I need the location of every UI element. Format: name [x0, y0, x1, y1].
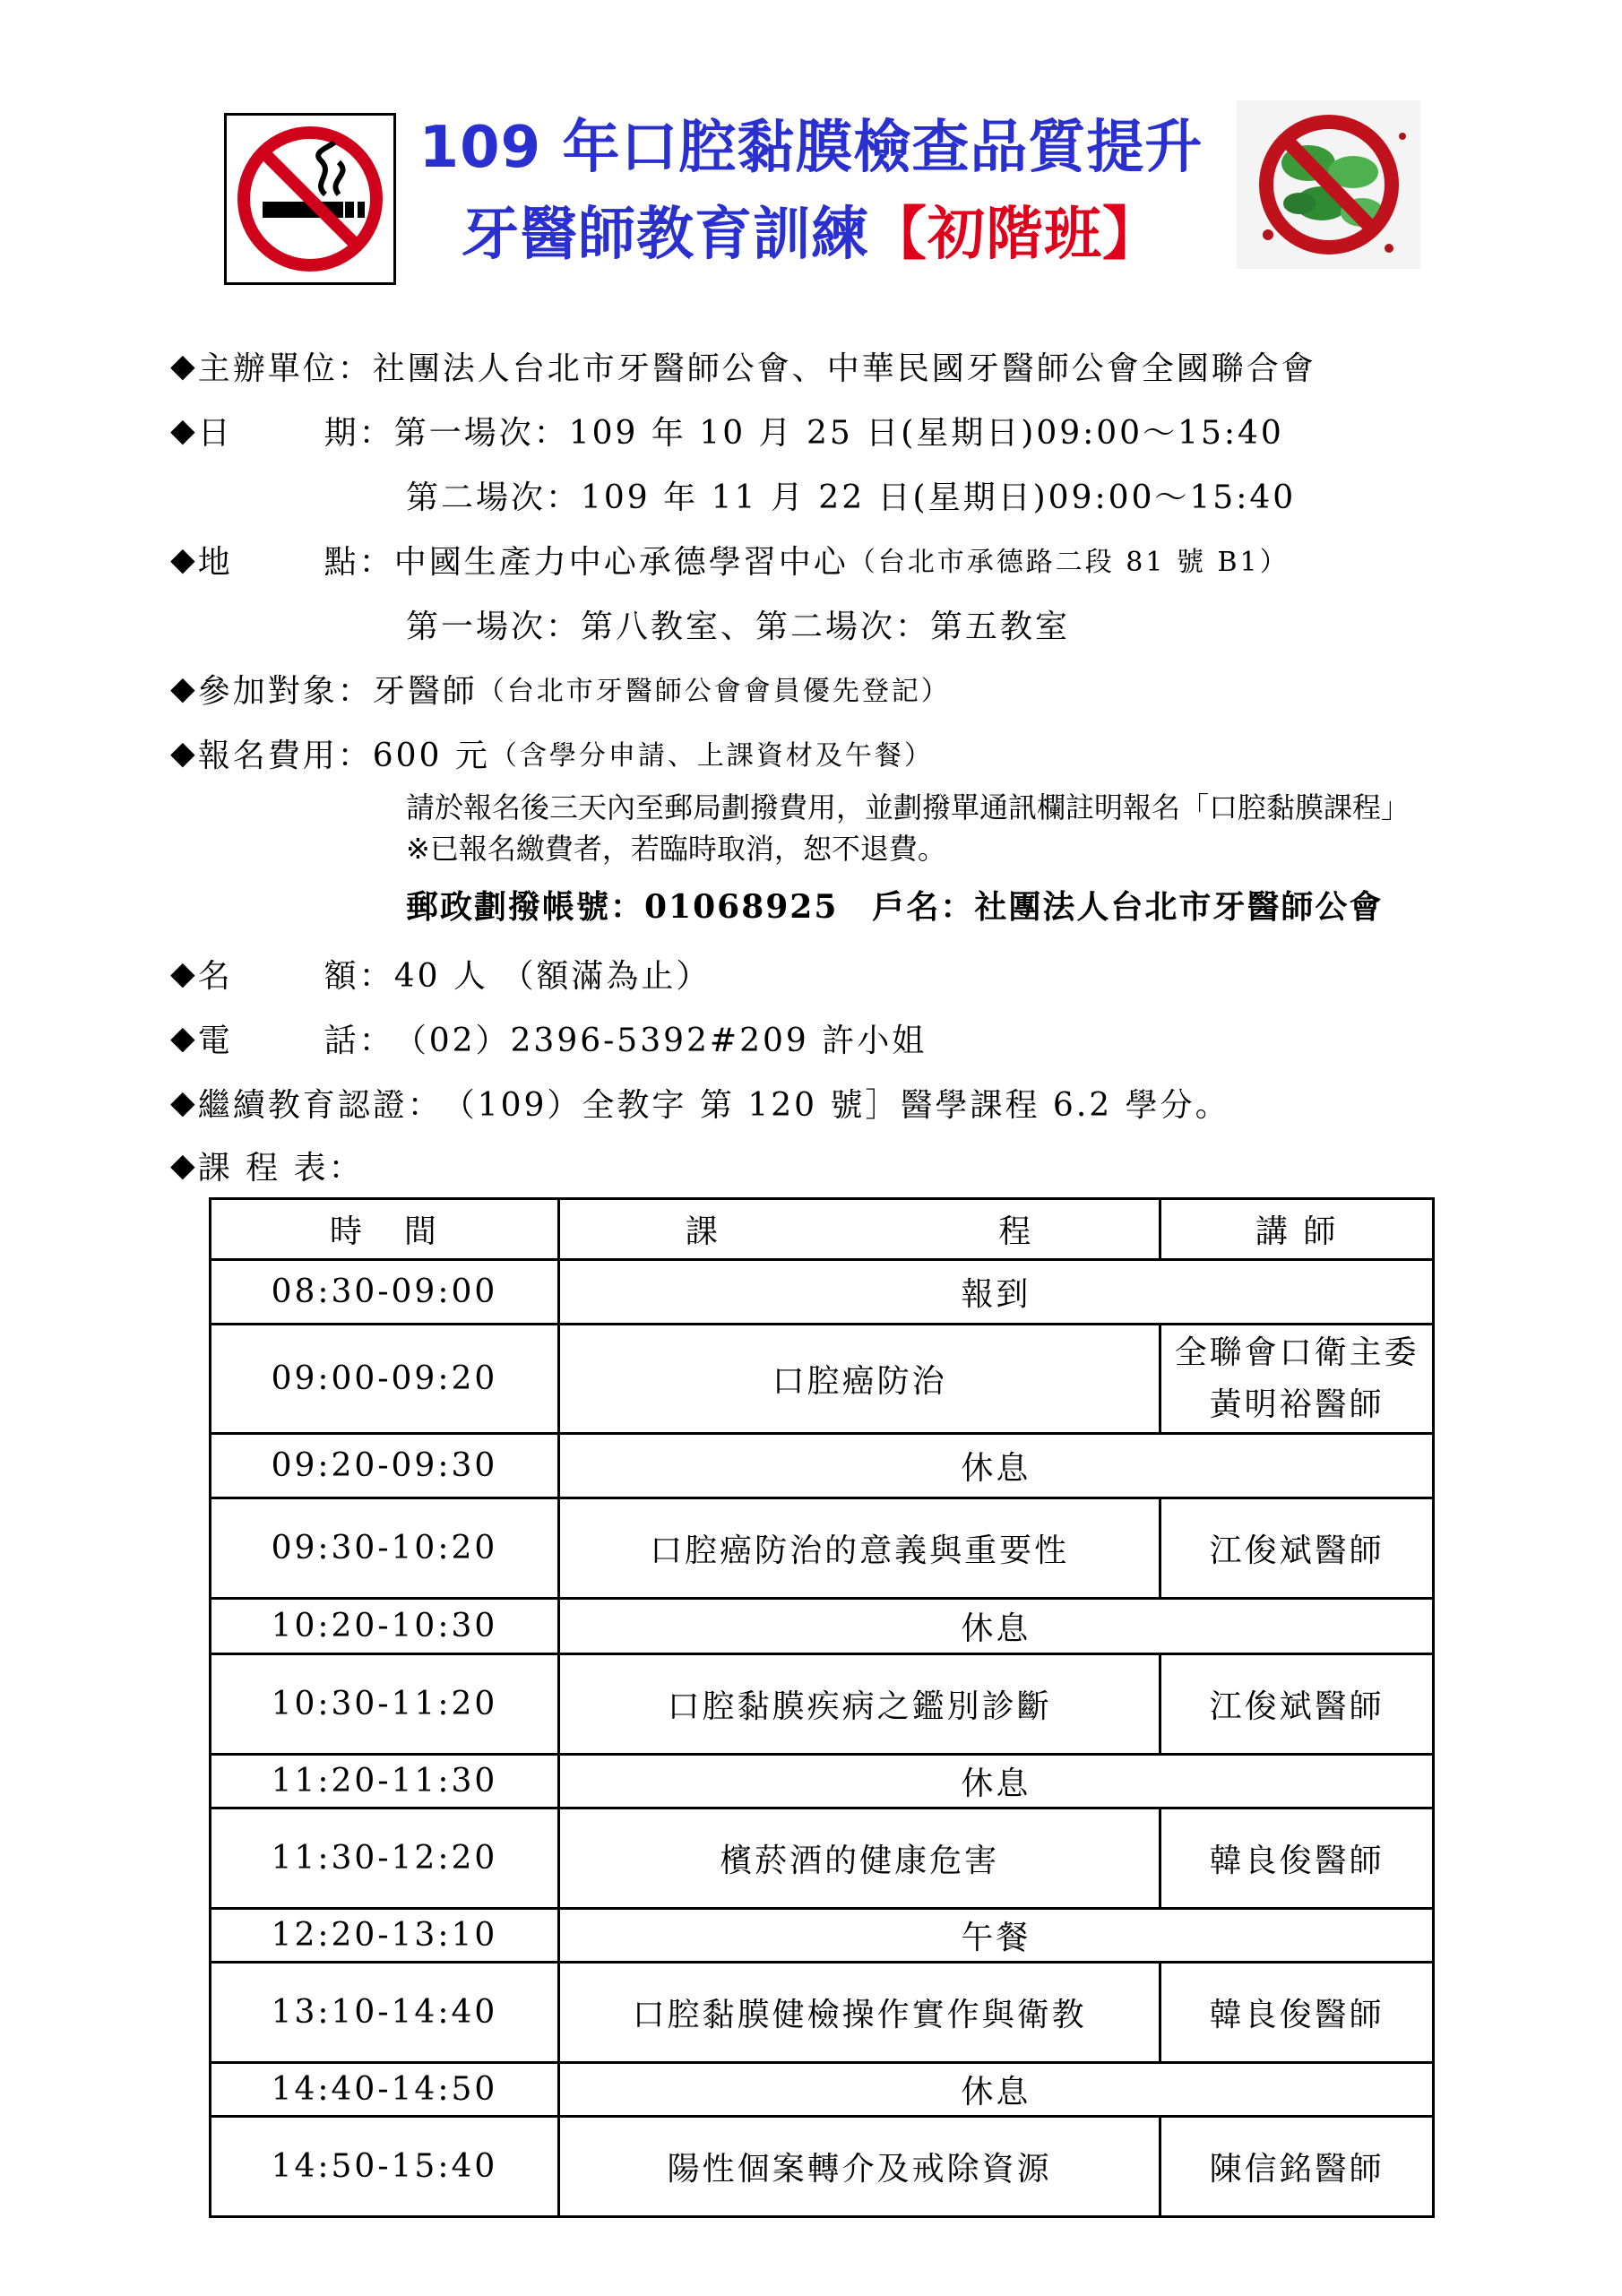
- table-row: [211, 1599, 1434, 1654]
- table-header-row: [211, 1199, 1434, 1260]
- fee-instruction-row: [170, 785, 1532, 826]
- table-row: [211, 1325, 1434, 1434]
- audience-label: 參加對象: [197, 672, 338, 710]
- session-time: 12:20-13:10: [211, 1909, 559, 1963]
- venue-rooms: 第一場次：第八教室、第二場次：第五教室: [406, 608, 1071, 645]
- session-time: 11:30-12:20: [211, 1808, 559, 1909]
- header-time: 時 間: [211, 1199, 559, 1260]
- session-time: 10:30-11:20: [211, 1654, 559, 1755]
- header: [0, 0, 1622, 296]
- ce-row: ◆ 繼續教育認證 ： （109）全教字 第 120 號］醫學課程 6.2 學分。: [170, 1070, 1532, 1135]
- bullet-icon: ◆: [170, 1083, 198, 1121]
- fee-instruction: 請於報名後三天內至郵局劃撥費用，並劃撥單通訊欄註明報名「口腔黏膜課程」: [406, 790, 1411, 824]
- session-course: 休息: [558, 1755, 1433, 1808]
- bullet-icon: ◆: [170, 669, 198, 707]
- quota-row: ◆ 名 額 ： 40 人 （額滿為止）: [170, 941, 1532, 1006]
- session-speaker: 江俊斌醫師: [1160, 1654, 1434, 1755]
- session-time: 13:10-14:40: [211, 1963, 559, 2063]
- quota-label: 名 額: [197, 957, 359, 995]
- fee-refund: ※已報名繳費者，若臨時取消，恕不退費。: [406, 832, 946, 866]
- venue-label: 地 點: [197, 543, 359, 581]
- table-row: [211, 2117, 1434, 2217]
- page-title-line2: [394, 199, 1228, 271]
- no-betel-nut-icon: [1237, 100, 1420, 269]
- title-main: 牙醫師教育訓練: [462, 202, 869, 268]
- header-course: 課 程: [558, 1199, 1160, 1260]
- audience-row: ◆ 參加對象 ： 牙醫師 （台北市牙醫師公會會員優先登記）: [170, 656, 1532, 721]
- session-course: 休息: [558, 1434, 1433, 1498]
- fee-value: 600 元: [372, 737, 490, 774]
- phone-value: （02）2396-5392#209 許小姐: [393, 1022, 927, 1059]
- session-speaker: 陳信銘醫師: [1160, 2117, 1434, 2217]
- event-info: [170, 333, 1532, 1195]
- postal-account: 郵政劃撥帳號：01068925 戶名：社團法人台北市牙醫師公會: [406, 887, 1384, 926]
- date-session2: 第二場次：109 年 11 月 22 日(星期日)09:00～15:40: [406, 479, 1297, 516]
- fee-label: 報名費用: [197, 737, 338, 774]
- fee-note: （含學分申請、上課資材及午餐）: [489, 740, 934, 772]
- table-row: [211, 1498, 1434, 1599]
- audience-note: （台北市牙醫師公會會員優先登記）: [477, 676, 951, 707]
- session-time: 10:20-10:30: [211, 1599, 559, 1654]
- session-speaker: 韓良俊醫師: [1160, 1808, 1434, 1909]
- bullet-icon: ◆: [170, 540, 198, 578]
- phone-row: ◆ 電 話 ： （02）2396-5392#209 許小姐: [170, 1006, 1532, 1070]
- venue-value: 中國生產力中心承德學習中心: [393, 543, 849, 581]
- date-label: 日 期: [197, 414, 359, 452]
- session-course: 休息: [558, 2063, 1433, 2117]
- session-time: 14:50-15:40: [211, 2117, 559, 2217]
- organizer-row: ◆ 主辦單位 ： 社團法人台北市牙醫師公會、中華民國牙醫師公會全國聯合會: [170, 333, 1532, 398]
- session-speaker: 韓良俊醫師: [1160, 1963, 1434, 2063]
- organizer-value: 社團法人台北市牙醫師公會、中華民國牙醫師公會全國聯合會: [372, 350, 1316, 387]
- table-row: [211, 1808, 1434, 1909]
- session-time: 09:30-10:20: [211, 1498, 559, 1599]
- session-course: 午餐: [558, 1909, 1433, 1963]
- fee-row: ◆ 報名費用 ： 600 元 （含學分申請、上課資材及午餐）: [170, 721, 1532, 785]
- audience-value: 牙醫師: [372, 672, 478, 710]
- venue-address: （台北市承德路二段 81 號 B1）: [848, 547, 1290, 578]
- bullet-icon: ◆: [170, 411, 198, 449]
- schedule-label-row: [170, 1135, 1532, 1195]
- bullet-icon: ◆: [170, 1146, 198, 1184]
- table-row: [211, 1654, 1434, 1755]
- venue-row: ◆ 地 點 ： 中國生產力中心承德學習中心 （台北市承德路二段 81 號 B1）: [170, 527, 1532, 591]
- speaker-title: 全聯會口衛主委: [1174, 1334, 1419, 1371]
- table-row: [211, 1909, 1434, 1963]
- session-time: 08:30-09:00: [211, 1260, 559, 1325]
- session-course: 休息: [558, 1599, 1433, 1654]
- quota-value: 40 人 （額滿為止）: [393, 957, 712, 995]
- page-title-line1: 109 年口腔黏膜檢查品質提升: [418, 115, 1204, 181]
- date-session1: 第一場次：109 年 10 月 25 日(星期日)09:00～15:40: [393, 414, 1284, 452]
- venue-rooms-row: [170, 591, 1532, 656]
- session-time: 14:40-14:50: [211, 2063, 559, 2117]
- table-row: [211, 1260, 1434, 1325]
- session-course: 口腔癌防治的意義與重要性: [558, 1498, 1160, 1599]
- bullet-icon: ◆: [170, 734, 198, 772]
- no-smoking-icon: [224, 113, 396, 285]
- table-row: [211, 1755, 1434, 1808]
- session-course: 口腔黏膜健檢操作實作與衛教: [558, 1963, 1160, 2063]
- session-course: 陽性個案轉介及戒除資源: [558, 2117, 1160, 2217]
- session-course: 口腔黏膜疾病之鑑別診斷: [558, 1654, 1160, 1755]
- ce-label: 繼續教育認證: [197, 1086, 408, 1124]
- header-speaker: 講 師: [1160, 1199, 1434, 1260]
- speaker-name: 黃明裕醫師: [1209, 1385, 1385, 1423]
- session-speaker: [1160, 1325, 1434, 1434]
- session-course: 報到: [558, 1260, 1433, 1325]
- schedule-table: [209, 1197, 1435, 2218]
- session-time: 11:20-11:30: [211, 1755, 559, 1808]
- title-accent: 【初階班】: [869, 202, 1160, 268]
- session-time: 09:20-09:30: [211, 1434, 559, 1498]
- session-time: 09:00-09:20: [211, 1325, 559, 1434]
- bullet-icon: ◆: [170, 347, 198, 384]
- schedule-label: 課 程 表：: [197, 1149, 364, 1187]
- date-row: ◆ 日 期 ： 第一場次：109 年 10 月 25 日(星期日)09:00～15:40: [170, 398, 1532, 462]
- bullet-icon: ◆: [170, 1019, 198, 1057]
- session-speaker: 江俊斌醫師: [1160, 1498, 1434, 1599]
- table-row: [211, 1963, 1434, 2063]
- bullet-icon: ◆: [170, 954, 198, 992]
- table-row: [211, 1434, 1434, 1498]
- organizer-label: 主辦單位: [197, 350, 338, 387]
- ce-value: （109）全教字 第 120 號］醫學課程 6.2 學分。: [442, 1086, 1230, 1124]
- fee-refund-row: [170, 826, 1532, 867]
- table-row: [211, 2063, 1434, 2117]
- session-course: 檳菸酒的健康危害: [558, 1808, 1160, 1909]
- phone-label: 電 話: [197, 1022, 359, 1059]
- session-course: 口腔癌防治: [558, 1325, 1160, 1434]
- date-row-2: [170, 462, 1532, 527]
- account-row: [170, 867, 1532, 941]
